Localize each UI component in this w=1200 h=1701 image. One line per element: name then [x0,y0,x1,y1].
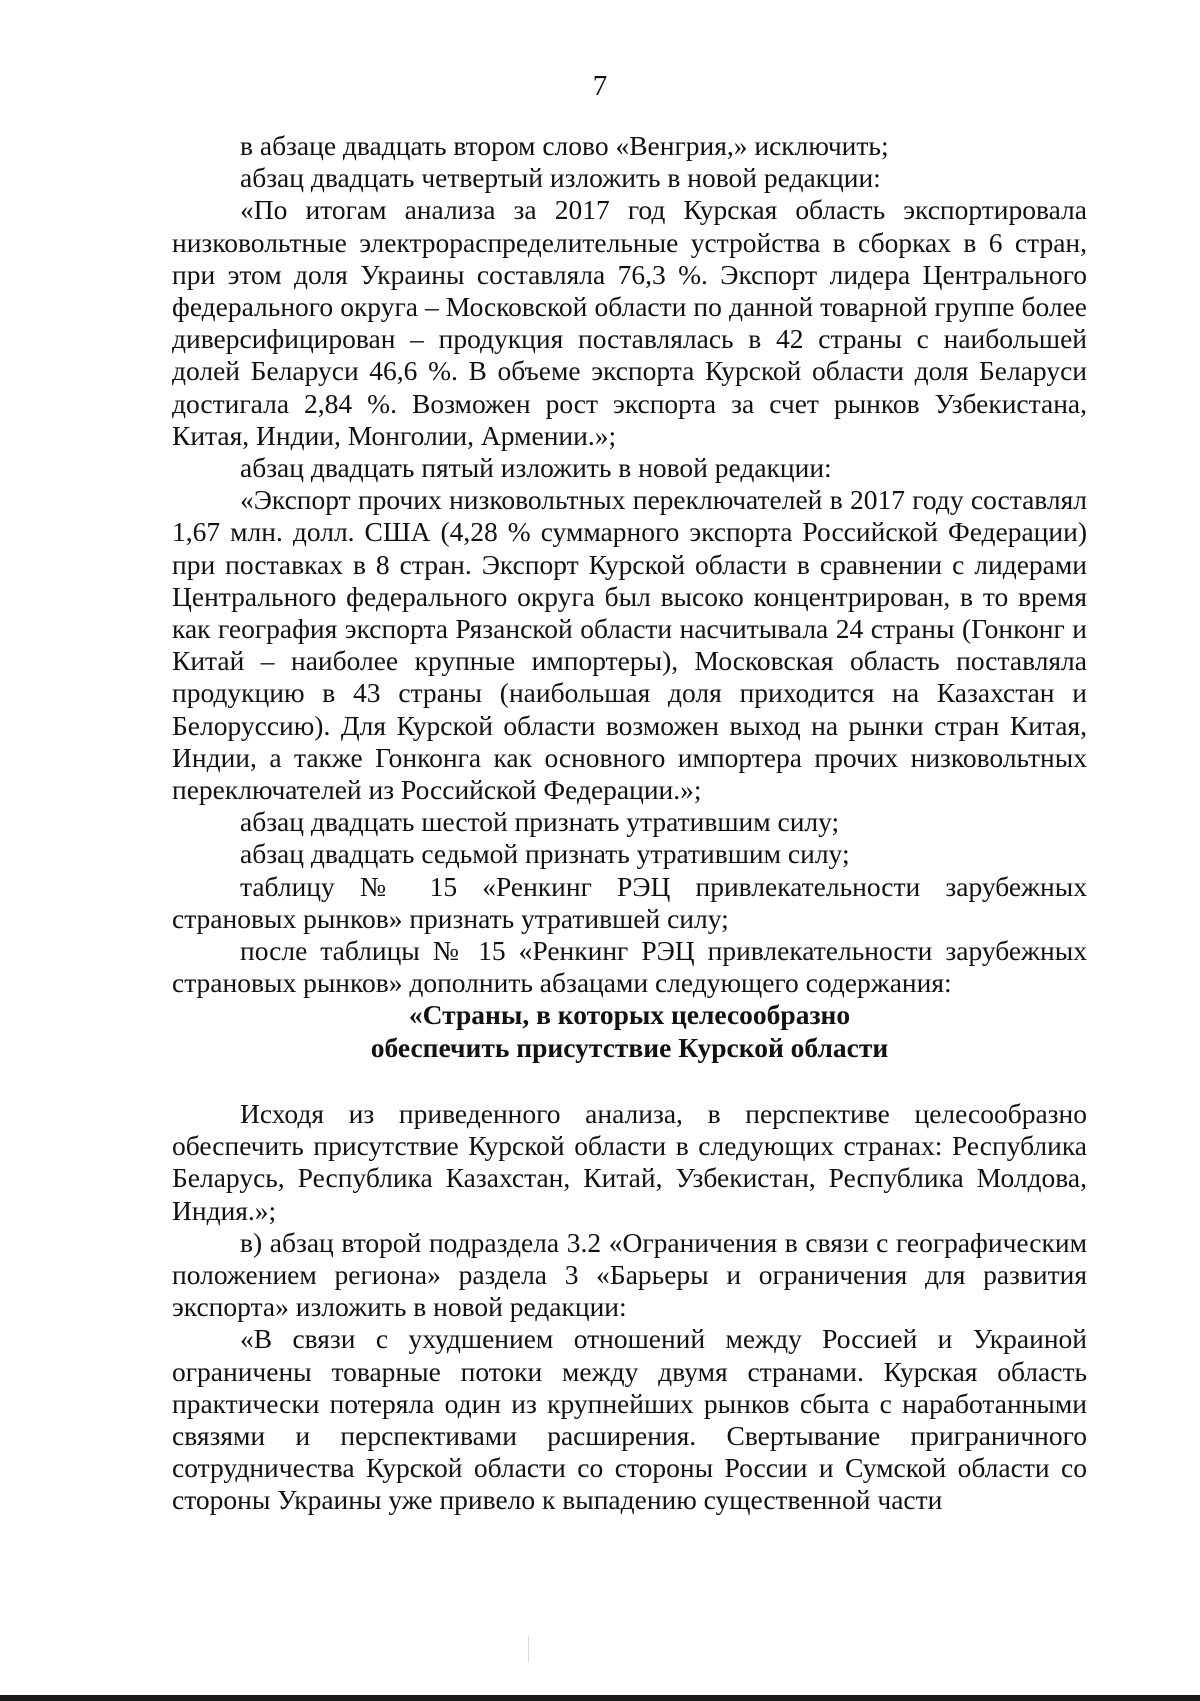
scan-bottom-edge [0,1695,1200,1701]
paragraph: «Экспорт прочих низковольтных переключателей в 2017 году составлял 1,67 млн. долл. США (4,28 % суммарного экспорта Российской Федерации) при поставках в 8 стран. Экспорт Курской области в сравнении с лидерами Центрального федерального округа был высоко концентрирован, в то время как география экспорта Рязанской области насчитывала 24 страны (Гонконг и Китай – наиболее крупные импортеры), Московская область поставляла продукцию в 43 страны (наибольшая доля приходится на Казахстан и Белоруссию). Для Курской области возможен выход на рынки стран Китая, Индии, а также Гонконга как основного импортера прочих низковольтных переключателей из Российской Федерации.»; [172,484,1087,806]
section-heading-line-2: обеспечить присутствие Курской области [370,1031,889,1063]
paragraph: «В связи с ухудшением отношений между Россией и Украиной ограничены товарные потоки между двумя странами. Курская область практически потеряла один из крупнейших рынков сбыта с наработанными связями и перспективами расширения. Свертывание приграничного сотрудничества Курской области со стороны России и Сумской области со стороны Украины уже привело к выпадению существенной части [172,1323,1087,1516]
document-body [172,130,1087,1517]
paragraph: в абзаце двадцать втором слово «Венгрия,» исключить; [240,130,889,161]
paragraph: «По итогам анализа за 2017 год Курская область экспортировала низковольтные электрораспределительные устройства в сборках в 6 стран, при этом доля Украины составляла 76,3 %. Экспорт лидера Центрального федерального округа – Московской области по данной товарной группе более диверсифицирован – продукция поставлялась в 42 страны с наибольшей долей Беларуси 46,6 %. В объеме экспорта Курской области доля Беларуси достигала 2,84 %. Возможен рост экспорта за счет рынков Узбекистана, Китая, Индии, Монголии, Армении.»; [172,194,1087,451]
scan-artifact-line [528,1636,529,1662]
paragraph: в) абзац второй подраздела 3.2 «Ограничения в связи с географическим положением региона» раздела 3 «Барьеры и ограничения для развития экспорта» изложить в новой редакции: [172,1226,1087,1323]
paragraph: абзац двадцать шестой признать утратившим силу; [240,806,840,838]
paragraph: таблицу № 15 «Ренкинг РЭЦ привлекательности зарубежных страновых рынков» признать утратившей силу; [172,870,1087,934]
paragraph: после таблицы № 15 «Ренкинг РЭЦ привлекательности зарубежных страновых рынков» дополнить абзацами следующего содержания: [172,935,1087,999]
paragraph: абзац двадцать седьмой признать утратившим силу; [240,838,850,870]
paragraph: Исходя из приведенного анализа, в перспективе целесообразно обеспечить присутствие Курской области в следующих странах: Республика Беларусь, Республика Казахстан, Китай, Узбекистан, Республика Молдова, Индия.»; [172,1097,1087,1226]
section-heading-line-1: «Страны, в которых целесообразно [408,999,851,1031]
paragraph: абзац двадцать пятый изложить в новой редакции: [240,452,832,484]
page-number: 7 [592,70,608,102]
blank-line [172,1064,1087,1098]
paragraph: абзац двадцать четвертый изложить в новой редакции: [240,162,881,194]
